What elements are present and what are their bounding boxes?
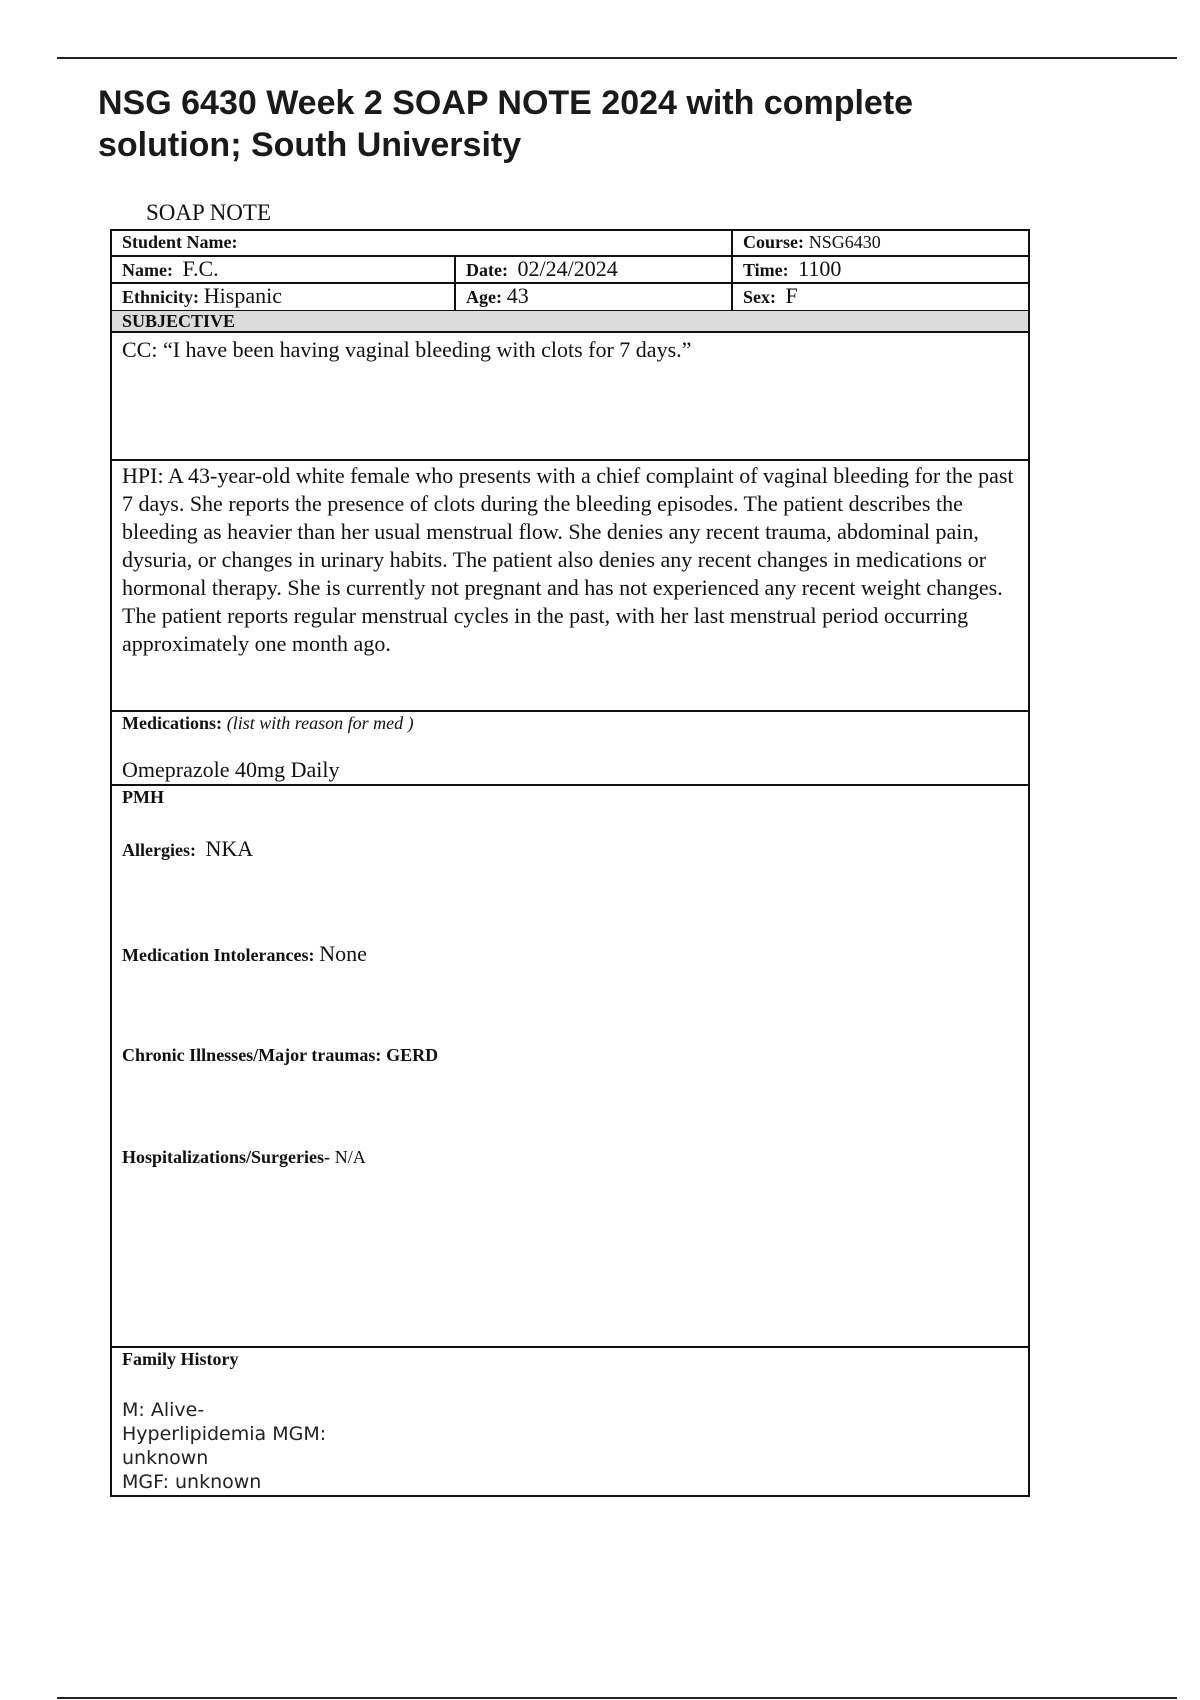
date-value: 02/24/2024 [517,256,618,281]
ethnicity-value: Hispanic [203,283,282,308]
ethnicity-field [122,285,282,309]
soap-note-label: SOAP NOTE [146,200,272,225]
allergies-label: Allergies: [122,840,196,860]
chronic-label: Chronic Illnesses/Major traumas: [122,1045,382,1065]
top-rule [57,57,1177,59]
family-history-heading: Family History [122,1349,239,1369]
intolerances-field [122,943,367,967]
hospitalizations-field [122,1146,366,1169]
date-label: Date: [466,260,508,280]
row-divider [110,331,1030,333]
document-title-line1: NSG 6430 Week 2 SOAP NOTE 2024 with complete [98,84,914,122]
family-history-line: M: Alive- [122,1399,205,1421]
chief-complaint: CC: “I have been having vaginal bleeding with clots for 7 days.” [122,337,692,362]
subjective-heading: SUBJECTIVE [122,311,236,331]
chronic-value: GERD [386,1045,439,1065]
name-label: Name: [122,260,173,280]
time-value: 1100 [798,256,842,281]
chronic-illnesses-field [122,1044,438,1067]
allergies-field [122,838,253,862]
pmh-heading: PMH [122,787,164,807]
course-label: Course: [743,232,804,252]
sex-field [743,285,798,309]
medications-heading [122,712,414,735]
allergies-value: NKA [205,836,254,861]
age-field [466,285,529,309]
column-divider [731,229,733,311]
family-history-line: MGF: unknown [122,1471,262,1493]
course-field [743,231,881,254]
medications-label: Medications: [122,713,222,733]
subjective-heading-bar [112,311,1028,331]
student-name-label: Student Name: [122,232,238,252]
document-title-line2: solution; South University [98,126,522,164]
name-value: F.C. [182,256,219,281]
name-field [122,258,219,282]
sex-label: Sex: [743,287,776,307]
row-divider [110,784,1030,786]
medications-hint: (list with reason for med ) [226,713,414,733]
time-field [743,258,841,282]
time-label: Time: [743,260,789,280]
medications-value: Omeprazole 40mg Daily [122,757,340,782]
age-label: Age: [466,287,502,307]
row-divider [110,459,1030,461]
family-history-list [122,1398,326,1494]
document-title [98,82,998,166]
family-history-line: Hyperlipidemia MGM: [122,1423,327,1445]
ethnicity-label: Ethnicity: [122,287,200,307]
sex-value: F [785,283,798,308]
column-divider [454,255,456,311]
course-value: NSG6430 [808,232,881,252]
soap-table [110,229,1030,1497]
hospitalizations-value: N/A [334,1147,366,1167]
hospitalizations-label: Hospitalizations/Surgeries- [122,1147,330,1167]
intolerances-value: None [319,941,367,966]
intolerances-label: Medication Intolerances: [122,945,315,965]
row-divider [110,1346,1030,1348]
date-field [466,258,618,282]
student-name-field [122,231,238,254]
bottom-rule [57,1697,1177,1699]
hpi-text: HPI: A 43-year-old white female who presents with a chief complaint of vaginal bleeding for the past 7 days. She reports the presence of clots during the bleeding episodes. The patient describes the bleeding as heavier than her usual menstrual flow. She denies any recent trauma, abdominal pain, dysuria, or changes in urinary habits. The patient also denies any recent changes in medications or hormonal therapy. She is currently not pregnant and has not experienced any recent weight changes. The patient reports regular menstrual cycles in the past, with her last menstrual period occurring approximately one month ago. [122,463,1014,656]
age-value: 43 [506,283,529,308]
family-history-line: unknown [122,1447,209,1469]
